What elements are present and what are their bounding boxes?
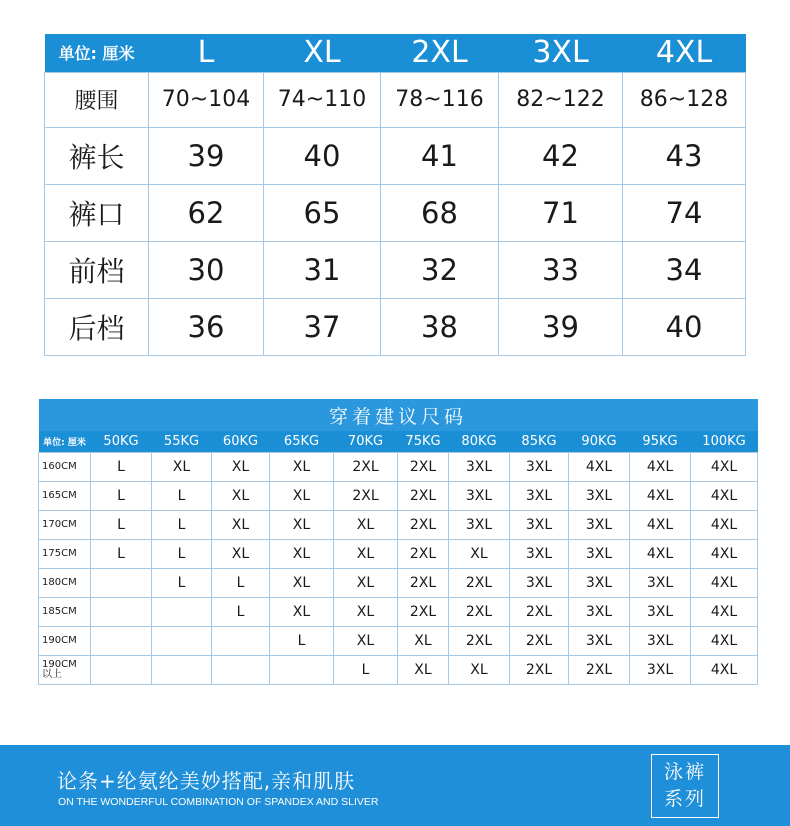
suggest-cell bbox=[212, 655, 270, 684]
suggest-cell: XL bbox=[334, 539, 398, 568]
weight-header-cell: 70KG bbox=[334, 431, 398, 452]
suggest-cell: L bbox=[270, 626, 334, 655]
suggest-cell: 3XL bbox=[510, 568, 569, 597]
suggest-cell: 3XL bbox=[569, 626, 630, 655]
weight-header-row bbox=[39, 431, 758, 452]
suggest-row bbox=[39, 481, 758, 510]
suggest-cell: 3XL bbox=[630, 597, 691, 626]
size-cell: 41 bbox=[381, 127, 499, 184]
suggest-cell: XL bbox=[212, 481, 270, 510]
size-cell: 68 bbox=[381, 184, 499, 241]
suggest-cell: L bbox=[91, 510, 152, 539]
suggest-cell: 3XL bbox=[569, 597, 630, 626]
height-label bbox=[39, 655, 91, 684]
weight-header-cell: 90KG bbox=[569, 431, 630, 452]
size-row bbox=[45, 241, 746, 298]
suggest-cell bbox=[152, 597, 212, 626]
suggest-title-row bbox=[39, 399, 758, 431]
suggest-cell: 4XL bbox=[630, 452, 691, 481]
size-cell: 33 bbox=[499, 241, 623, 298]
suggest-cell bbox=[91, 597, 152, 626]
suggest-cell: 3XL bbox=[569, 481, 630, 510]
height-label bbox=[39, 568, 91, 597]
suggest-cell: L bbox=[212, 568, 270, 597]
suggest-cell: 3XL bbox=[510, 539, 569, 568]
suggest-cell: 3XL bbox=[569, 568, 630, 597]
size-header-cell: L bbox=[149, 34, 264, 72]
size-row bbox=[45, 298, 746, 355]
suggest-cell: 3XL bbox=[449, 452, 510, 481]
suggest-row bbox=[39, 655, 758, 684]
size-row bbox=[45, 127, 746, 184]
suggest-cell: 3XL bbox=[569, 539, 630, 568]
size-table bbox=[44, 34, 746, 356]
size-cell: 37 bbox=[264, 298, 381, 355]
size-cell: 40 bbox=[264, 127, 381, 184]
suggest-row bbox=[39, 626, 758, 655]
measure-label: 腰围 bbox=[45, 72, 149, 127]
height-value: 160CM bbox=[42, 461, 77, 472]
suggest-cell bbox=[91, 655, 152, 684]
height-sub: 以上 bbox=[42, 668, 62, 680]
height-label bbox=[39, 452, 91, 481]
suggest-cell: 2XL bbox=[398, 510, 449, 539]
suggest-cell: XL bbox=[270, 568, 334, 597]
suggest-cell: 2XL bbox=[449, 597, 510, 626]
weight-header-cell: 75KG bbox=[398, 431, 449, 452]
suggest-cell: XL bbox=[334, 597, 398, 626]
size-cell: 62 bbox=[149, 184, 264, 241]
suggest-cell: 4XL bbox=[630, 510, 691, 539]
unit-label: 单位: 厘米 bbox=[45, 34, 149, 72]
size-cell: 71 bbox=[499, 184, 623, 241]
size-cell: 39 bbox=[499, 298, 623, 355]
height-label bbox=[39, 626, 91, 655]
measure-label: 裤长 bbox=[45, 127, 149, 184]
suggest-cell: 4XL bbox=[691, 626, 758, 655]
suggest-cell bbox=[91, 626, 152, 655]
size-cell: 31 bbox=[264, 241, 381, 298]
size-cell: 43 bbox=[623, 127, 746, 184]
suggest-cell: 4XL bbox=[691, 568, 758, 597]
suggest-cell: 2XL bbox=[398, 452, 449, 481]
suggest-title: 穿着建议尺码 bbox=[39, 399, 758, 431]
suggest-cell: 4XL bbox=[691, 597, 758, 626]
height-value: 190CM bbox=[42, 658, 77, 670]
suggest-cell: L bbox=[91, 481, 152, 510]
suggest-cell: L bbox=[152, 539, 212, 568]
suggest-cell: XL bbox=[152, 452, 212, 481]
suggest-cell: 2XL bbox=[334, 452, 398, 481]
suggest-cell: L bbox=[91, 452, 152, 481]
weight-header-cell: 55KG bbox=[152, 431, 212, 452]
height-value: 180CM bbox=[42, 577, 77, 588]
weight-header-cell: 60KG bbox=[212, 431, 270, 452]
suggest-cell: 3XL bbox=[510, 510, 569, 539]
suggest-cell: XL bbox=[270, 452, 334, 481]
size-cell: 30 bbox=[149, 241, 264, 298]
size-header-cell: 2XL bbox=[381, 34, 499, 72]
suggest-cell: L bbox=[212, 597, 270, 626]
suggest-cell: XL bbox=[212, 539, 270, 568]
suggest-cell: XL bbox=[270, 510, 334, 539]
suggest-cell: 2XL bbox=[398, 481, 449, 510]
height-label bbox=[39, 597, 91, 626]
suggest-cell: 3XL bbox=[449, 481, 510, 510]
suggest-cell: 4XL bbox=[691, 481, 758, 510]
unit-label: 单位: 厘米 bbox=[39, 431, 91, 452]
suggest-cell bbox=[212, 626, 270, 655]
height-value: 165CM bbox=[42, 490, 77, 501]
size-cell: 36 bbox=[149, 298, 264, 355]
suggest-cell: 4XL bbox=[691, 452, 758, 481]
footer-banner bbox=[0, 745, 790, 826]
suggest-cell: XL bbox=[334, 510, 398, 539]
size-header-cell: 3XL bbox=[499, 34, 623, 72]
suggest-row bbox=[39, 510, 758, 539]
size-cell: 74 bbox=[623, 184, 746, 241]
suggest-cell: 2XL bbox=[449, 568, 510, 597]
size-cell: 70~104 bbox=[149, 72, 264, 127]
size-cell: 65 bbox=[264, 184, 381, 241]
weight-header-cell: 50KG bbox=[91, 431, 152, 452]
height-label bbox=[39, 539, 91, 568]
suggest-cell: 2XL bbox=[398, 597, 449, 626]
suggest-cell: 2XL bbox=[398, 539, 449, 568]
suggest-cell: 4XL bbox=[691, 539, 758, 568]
suggest-cell bbox=[152, 626, 212, 655]
series-badge bbox=[651, 754, 719, 818]
suggest-cell: 2XL bbox=[334, 481, 398, 510]
size-cell: 34 bbox=[623, 241, 746, 298]
size-cell: 74~110 bbox=[264, 72, 381, 127]
height-value: 190CM bbox=[42, 635, 77, 646]
height-label bbox=[39, 510, 91, 539]
size-cell: 38 bbox=[381, 298, 499, 355]
suggest-row bbox=[39, 539, 758, 568]
suggest-cell bbox=[270, 655, 334, 684]
suggest-cell: 2XL bbox=[510, 655, 569, 684]
suggest-cell: 3XL bbox=[510, 481, 569, 510]
size-cell: 42 bbox=[499, 127, 623, 184]
size-cell: 86~128 bbox=[623, 72, 746, 127]
height-value: 175CM bbox=[42, 548, 77, 559]
size-row bbox=[45, 184, 746, 241]
suggest-cell: XL bbox=[270, 481, 334, 510]
weight-header-cell: 85KG bbox=[510, 431, 569, 452]
suggest-cell: XL bbox=[449, 539, 510, 568]
suggest-table bbox=[38, 399, 758, 685]
suggest-cell: XL bbox=[334, 568, 398, 597]
suggest-cell: XL bbox=[398, 655, 449, 684]
size-cell: 82~122 bbox=[499, 72, 623, 127]
suggest-cell: 2XL bbox=[569, 655, 630, 684]
suggest-cell: 4XL bbox=[691, 655, 758, 684]
height-value: 185CM bbox=[42, 606, 77, 617]
footer-slogan-cn: 论条+纶氨纶美妙搭配,亲和肌肤 bbox=[57, 769, 356, 793]
measure-label: 后档 bbox=[45, 298, 149, 355]
suggest-cell: 4XL bbox=[569, 452, 630, 481]
badge-line: 泳裤 bbox=[663, 761, 706, 783]
suggest-cell: XL bbox=[270, 597, 334, 626]
suggest-cell: XL bbox=[212, 452, 270, 481]
height-label bbox=[39, 481, 91, 510]
suggest-cell: 3XL bbox=[569, 510, 630, 539]
size-cell: 32 bbox=[381, 241, 499, 298]
suggest-cell: 4XL bbox=[630, 481, 691, 510]
suggest-cell bbox=[152, 655, 212, 684]
suggest-cell: L bbox=[91, 539, 152, 568]
suggest-cell: 3XL bbox=[630, 655, 691, 684]
size-cell: 40 bbox=[623, 298, 746, 355]
suggest-cell: 3XL bbox=[630, 568, 691, 597]
suggest-cell: 2XL bbox=[510, 597, 569, 626]
suggest-cell: L bbox=[152, 510, 212, 539]
badge-line: 系列 bbox=[663, 788, 706, 810]
size-header-row bbox=[45, 34, 746, 72]
suggest-cell: XL bbox=[398, 626, 449, 655]
suggest-cell: 3XL bbox=[630, 626, 691, 655]
suggest-cell: XL bbox=[449, 655, 510, 684]
suggest-cell: XL bbox=[334, 626, 398, 655]
suggest-cell: L bbox=[334, 655, 398, 684]
suggest-cell: 4XL bbox=[630, 539, 691, 568]
suggest-cell: XL bbox=[212, 510, 270, 539]
weight-header-cell: 100KG bbox=[691, 431, 758, 452]
size-header-cell: XL bbox=[264, 34, 381, 72]
suggest-cell: 3XL bbox=[510, 452, 569, 481]
size-cell: 39 bbox=[149, 127, 264, 184]
suggest-cell: 2XL bbox=[449, 626, 510, 655]
suggest-row bbox=[39, 452, 758, 481]
suggest-cell: L bbox=[152, 568, 212, 597]
suggest-row bbox=[39, 568, 758, 597]
size-row bbox=[45, 72, 746, 127]
suggest-cell: 4XL bbox=[691, 510, 758, 539]
size-header-cell: 4XL bbox=[623, 34, 746, 72]
suggest-cell: 3XL bbox=[449, 510, 510, 539]
suggest-cell: XL bbox=[270, 539, 334, 568]
height-value: 170CM bbox=[42, 519, 77, 530]
suggest-cell: 2XL bbox=[510, 626, 569, 655]
weight-header-cell: 65KG bbox=[270, 431, 334, 452]
suggest-cell: L bbox=[152, 481, 212, 510]
suggest-cell bbox=[91, 568, 152, 597]
weight-header-cell: 80KG bbox=[449, 431, 510, 452]
suggest-cell: 2XL bbox=[398, 568, 449, 597]
measure-label: 前档 bbox=[45, 241, 149, 298]
size-cell: 78~116 bbox=[381, 72, 499, 127]
weight-header-cell: 95KG bbox=[630, 431, 691, 452]
footer-slogan-en: ON THE WONDERFUL COMBINATION OF SPANDEX AND SLIVER bbox=[58, 796, 379, 808]
measure-label: 裤口 bbox=[45, 184, 149, 241]
suggest-row bbox=[39, 597, 758, 626]
